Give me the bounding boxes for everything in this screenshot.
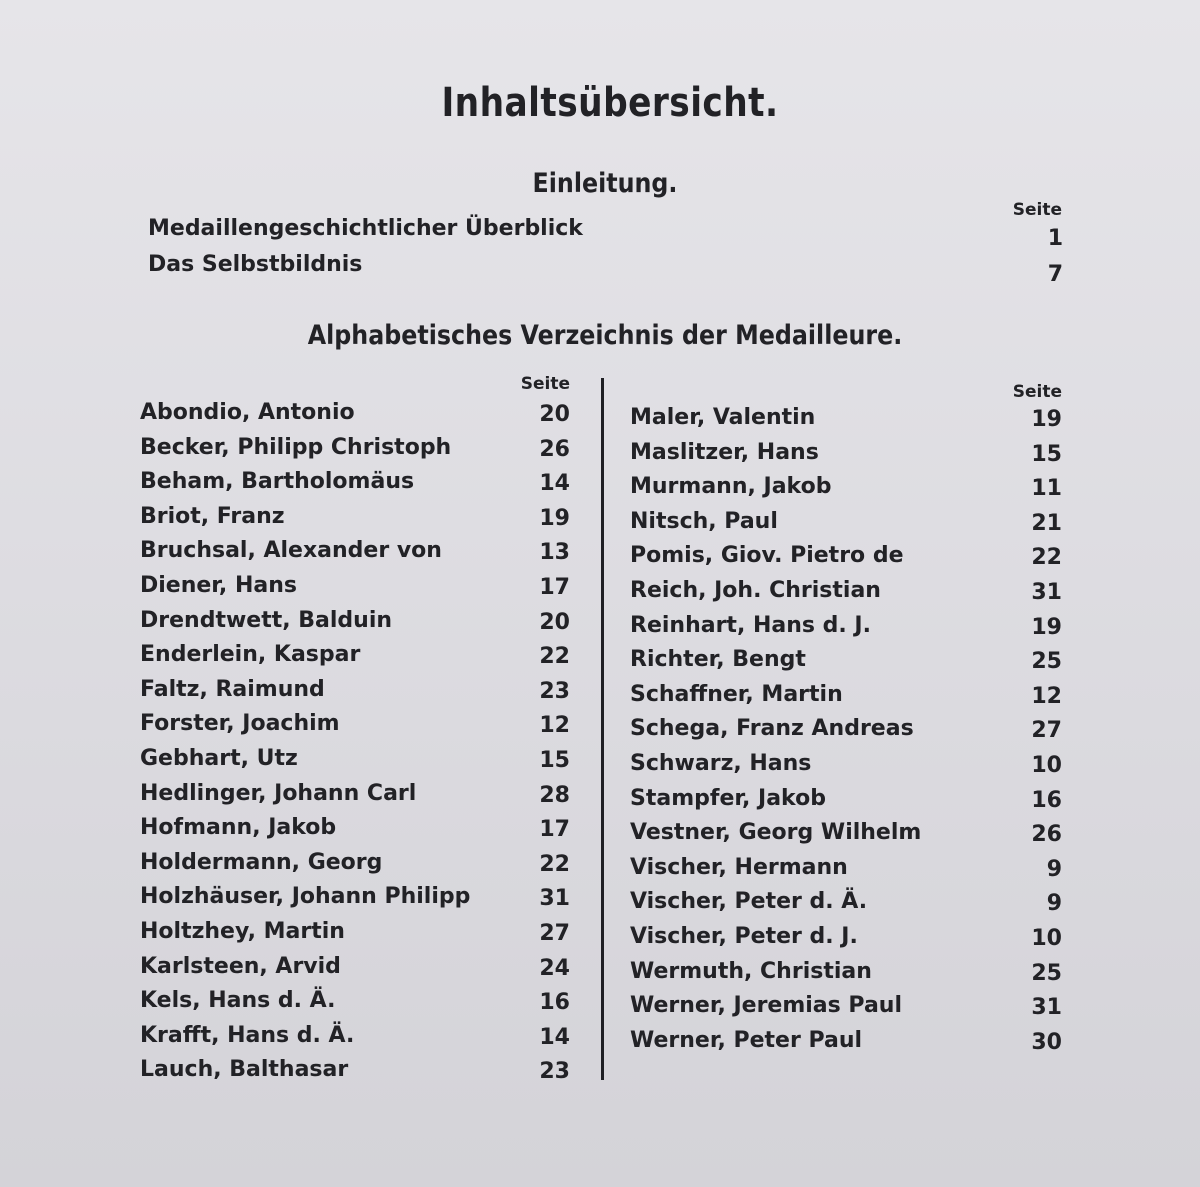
- medailleur-name: Drendtwett, Balduin: [140, 607, 393, 633]
- page-number: 14: [539, 471, 570, 497]
- medailleur-name: Bruchsal, Alexander von: [140, 538, 442, 564]
- medailleur-name: Hedlinger, Johann Carl: [140, 780, 417, 806]
- medailleur-name: Lauch, Balthasar: [140, 1057, 349, 1083]
- page-number: 13: [539, 540, 570, 566]
- medailleur-name: Vischer, Peter d. Ä.: [630, 889, 868, 915]
- medailleur-name: Maler, Valentin: [630, 405, 816, 430]
- page-title: Inhaltsübersicht.: [441, 80, 779, 126]
- index-entry: [630, 716, 1062, 751]
- medailleur-name: Holzhäuser, Johann Philipp: [140, 884, 471, 910]
- page-number: 19: [1031, 407, 1062, 432]
- page-number: 28: [539, 782, 570, 808]
- page-number: 26: [539, 436, 570, 462]
- page-number: 23: [539, 678, 570, 704]
- page-number: 9: [1046, 856, 1062, 882]
- index-entry: [140, 988, 570, 1023]
- index-entry: [630, 578, 1062, 613]
- medailleur-name: Reinhart, Hans d. J.: [630, 612, 871, 638]
- medailleur-name: Schaffner, Martin: [630, 681, 843, 707]
- page-number: 31: [539, 886, 570, 912]
- intro-item-label: Das Selbstbildnis: [148, 252, 363, 277]
- medailleur-name: Nitsch, Paul: [630, 508, 778, 534]
- page-number: 27: [539, 920, 570, 946]
- page-number: 24: [539, 955, 570, 981]
- page-number: 15: [1031, 441, 1062, 467]
- medailleur-name: Pomis, Giov. Pietro de: [630, 543, 904, 569]
- medailleur-name: Reich, Joh. Christian: [630, 577, 881, 603]
- page-number: 11: [1031, 476, 1062, 502]
- page-number: 23: [539, 1059, 570, 1085]
- index-entry: [140, 711, 570, 746]
- medailleur-name: Forster, Joachim: [140, 711, 340, 737]
- page-number: 17: [539, 574, 570, 600]
- medailleur-name: Briot, Franz: [140, 503, 285, 529]
- medailleur-name: Vestner, Georg Wilhelm: [630, 820, 922, 846]
- medailleur-name: Vischer, Hermann: [630, 854, 848, 880]
- intro-item-label: Medaillengeschichtlicher Überblick: [148, 216, 583, 241]
- index-entry: [630, 405, 1062, 440]
- page-number: 22: [539, 851, 570, 877]
- intro-heading: Einleitung.: [532, 168, 678, 199]
- page-number: 31: [1031, 579, 1062, 605]
- index-entry: [630, 855, 1062, 890]
- index-entry: [630, 1028, 1062, 1063]
- medailleur-name: Beham, Bartholomäus: [140, 469, 415, 495]
- index-column-right: [630, 382, 1062, 1062]
- index-heading: Alphabetisches Verzeichnis der Medailleure.: [307, 320, 903, 351]
- page-number: 9: [1046, 891, 1062, 917]
- page-number: 19: [539, 505, 570, 531]
- medailleur-name: Faltz, Raimund: [140, 676, 325, 702]
- medailleur-name: Schwarz, Hans: [630, 750, 812, 776]
- index-entry: [630, 889, 1062, 924]
- page-number: 25: [1031, 649, 1062, 675]
- index-entry: [140, 746, 570, 781]
- medailleur-name: Enderlein, Kaspar: [140, 642, 361, 668]
- page-number: 10: [1031, 752, 1062, 778]
- medailleur-name: Werner, Jeremias Paul: [630, 993, 902, 1019]
- page-number: 12: [1031, 683, 1062, 709]
- index-entry: [140, 400, 570, 435]
- medailleur-name: Richter, Bengt: [630, 647, 806, 673]
- index-entry: [140, 469, 570, 504]
- medailleur-name: Werner, Peter Paul: [630, 1027, 863, 1053]
- index-entry: [630, 682, 1062, 717]
- page-number: 14: [539, 1024, 570, 1050]
- index-entry: [140, 1023, 570, 1058]
- index-column-left: [140, 374, 570, 1092]
- index-entry: [630, 543, 1062, 578]
- medailleur-name: Becker, Philipp Christoph: [140, 434, 452, 460]
- page-number: 25: [1031, 960, 1062, 986]
- page-number: 20: [539, 609, 570, 635]
- medailleur-name: Wermuth, Christian: [630, 958, 872, 984]
- index-entry: [140, 1057, 570, 1092]
- medailleur-name: Kels, Hans d. Ä.: [140, 988, 336, 1014]
- index-entry: [140, 850, 570, 885]
- index-entry: [140, 608, 570, 643]
- index-entry: [140, 884, 570, 919]
- page-number: 22: [539, 644, 570, 670]
- index-entry: [140, 642, 570, 677]
- page-number: 22: [1031, 545, 1062, 571]
- intro-item-page: 7: [1047, 262, 1063, 287]
- index-entry: [140, 435, 570, 470]
- medailleur-name: Murmann, Jakob: [630, 474, 832, 500]
- medailleur-name: Karlsteen, Arvid: [140, 953, 341, 979]
- medailleur-name: Vischer, Peter d. J.: [630, 923, 858, 949]
- page-number: 17: [539, 817, 570, 843]
- medailleur-name: Schega, Franz Andreas: [630, 716, 914, 742]
- page-number: 31: [1031, 995, 1062, 1021]
- index-entry: [140, 504, 570, 539]
- index-entry: [630, 509, 1062, 544]
- index-entry: [140, 919, 570, 954]
- index-entry: [630, 751, 1062, 786]
- index-entry: [630, 924, 1062, 959]
- medailleur-name: Hofmann, Jakob: [140, 815, 337, 841]
- medailleur-name: Krafft, Hans d. Ä.: [140, 1022, 355, 1048]
- index-entry: [630, 613, 1062, 648]
- medailleur-name: Stampfer, Jakob: [630, 785, 826, 811]
- index-seite-label-right: Seite: [1012, 382, 1062, 402]
- page-number: 27: [1031, 718, 1062, 744]
- intro-item-page: 1: [1047, 226, 1063, 251]
- intro-seite-label: Seite: [1012, 200, 1062, 220]
- index-entry: [630, 993, 1062, 1028]
- index-entry: [140, 781, 570, 816]
- page-number: 21: [1031, 510, 1062, 536]
- column-divider: [601, 378, 604, 1080]
- index-entry: [140, 538, 570, 573]
- index-entry: [140, 573, 570, 608]
- page-number: 15: [539, 747, 570, 773]
- index-entry: [630, 786, 1062, 821]
- page-number: 16: [1031, 787, 1062, 813]
- medailleur-name: Abondio, Antonio: [140, 400, 355, 425]
- index-entry: [630, 647, 1062, 682]
- medailleur-name: Holtzhey, Martin: [140, 918, 345, 944]
- intro-item: [148, 252, 1063, 287]
- index-entry: [140, 677, 570, 712]
- medailleur-name: Diener, Hans: [140, 572, 297, 598]
- page-number: 12: [539, 713, 570, 739]
- page-number: 16: [539, 990, 570, 1016]
- index-entry: [630, 820, 1062, 855]
- page-number: 26: [1031, 822, 1062, 848]
- index-seite-label-left: Seite: [520, 374, 570, 394]
- page-number: 10: [1031, 925, 1062, 951]
- medailleur-name: Holdermann, Georg: [140, 849, 383, 875]
- index-entry: [140, 815, 570, 850]
- intro-item: [148, 216, 1063, 251]
- index-entry: [140, 954, 570, 989]
- medailleur-name: Gebhart, Utz: [140, 745, 298, 771]
- index-entry: [630, 440, 1062, 475]
- index-entry: [630, 474, 1062, 509]
- medailleur-name: Maslitzer, Hans: [630, 439, 819, 465]
- index-entry: [630, 959, 1062, 994]
- page-number: 19: [1031, 614, 1062, 640]
- page-number: 20: [539, 402, 570, 427]
- page-number: 30: [1031, 1029, 1062, 1055]
